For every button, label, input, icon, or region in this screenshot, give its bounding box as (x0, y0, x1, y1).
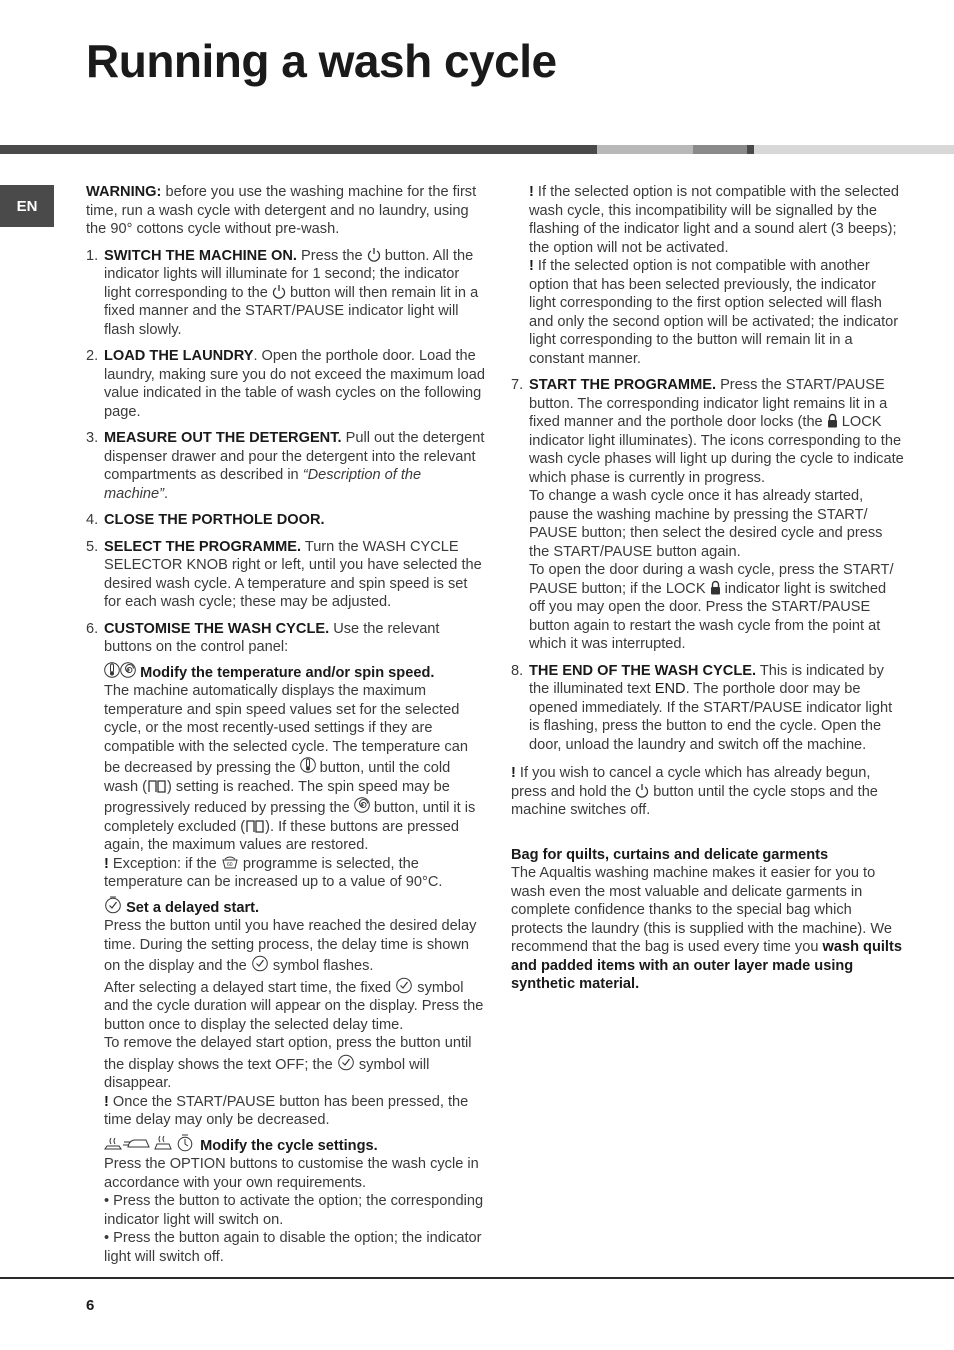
end-word: END (654, 681, 686, 697)
bag-section-text (511, 864, 906, 994)
step-number: 8. (511, 662, 524, 679)
header-bar-light (597, 145, 693, 154)
step-text: Press the (296, 247, 367, 264)
step-text: Turn the WASH CYCLE SELECTOR KNOB right or left, until you have selected the desired wash cycle. A temperature and spin speed is set for each wash cycle; these may be adjusted. (104, 538, 482, 610)
note-incompatible-cycle (511, 183, 906, 257)
temperature-heading: Modify the temperature and/or spin speed. (140, 664, 435, 681)
delay-heading: Set a delayed start. (126, 899, 260, 916)
step-heading: START THE PROGRAMME. (529, 377, 717, 393)
exclamation-icon: ! (511, 765, 516, 781)
temperature-text: button, until it is completely excluded ( (104, 800, 476, 835)
step-text: button will then remain lit in a fixed manner and the START/PAUSE indicator light will flash slowly. (104, 284, 479, 338)
bag-text-bold: wash quilts and padded items with an outer layer made using synthetic material. (511, 939, 902, 992)
cancel-text: button until the cycle stops and the machine switches off. (511, 783, 878, 818)
temperature-text: The machine automatically displays the maximum temperature and spin speed values set for the selected cycle, or the most recently-used settings if they are compatible with the selected cycle. The temperature can be decreased by pressing the (104, 683, 468, 776)
delay-text: After selecting a delayed start time, the fixed (104, 979, 396, 996)
clock-icon (395, 976, 413, 994)
header-bar-dark (0, 145, 597, 154)
step-number: 7. (511, 377, 524, 393)
svg-text:60: 60 (226, 861, 233, 868)
temperature-section (104, 661, 486, 892)
step-text: button. All the indicator lights will illuminate for 1 second; the indicator light corresponding to the (104, 247, 474, 301)
step-heading: SELECT THE PROGRAMME. (104, 538, 302, 555)
note-text: If the selected option is not compatible with the selected wash cycle, this incompatibility will be signalled by the flashing of the indicator light and a sound alert (3 beeps); the option will not be activated. (529, 184, 899, 256)
note-incompatible-option (511, 257, 906, 368)
exclamation-icon: ! (104, 1093, 109, 1110)
temperature-text: ). If these buttons are pressed again, the maximum values are restored. (104, 818, 460, 853)
step-heading: SWITCH THE MACHINE ON. (104, 247, 297, 264)
delay-text: symbol will disappear. (104, 1056, 430, 1091)
header-bar-end (754, 145, 954, 154)
options-text: • Press the button to activate the option; the corresponding indicator light will switch on. (104, 1193, 484, 1228)
option-icons (104, 1134, 196, 1152)
step-text: . (164, 485, 169, 502)
step-4 (86, 511, 486, 530)
bag-text: The Aqualtis washing machine makes it easier for you to wash even the most valuable and delicate garments in complete confidence thanks to the special bag which protects the laundry (this is supplied with the machine). We recommend that the bag is used every time you (511, 865, 892, 955)
header-bar-mid (693, 145, 747, 154)
delay-text: To remove the delayed start option, press the button until the display shows the text OFF; the (104, 1035, 472, 1073)
step-3 (86, 429, 486, 503)
options-section (104, 1134, 486, 1267)
clock-icon (251, 954, 269, 972)
cancel-note (511, 764, 906, 820)
step-text: LOCK indicator light illuminates). The icons corresponding to the wash cycle phases will light up during the cycle to indicate which phase is currently in progress. (529, 414, 904, 486)
lock-icon (827, 413, 838, 428)
step-text: This is indicated by the illuminated text (529, 662, 884, 697)
options-text: Press the OPTION buttons to customise the wash cycle in accordance with your own requirements. (104, 1156, 479, 1191)
step-text: indicator light is switched off you may open the door. Press the START/PAUSE button again to restart the wash cycle from the point at which it was interrupted. (529, 580, 887, 652)
exception-text: Exception: if the (108, 855, 221, 872)
step-text: Use the relevant buttons on the control panel: (104, 620, 440, 655)
step-number: 3. (86, 430, 99, 446)
power-icon (367, 247, 381, 262)
options-text: • Press the button again to disable the option; the indicator light will switch off. (104, 1230, 482, 1265)
exclamation-icon: ! (529, 184, 534, 200)
step-number: 4. (86, 512, 99, 528)
temperature-text: button, until the cold wash ( (104, 760, 451, 795)
cold-wash-icon (147, 778, 167, 793)
step-7 (511, 376, 906, 654)
wool-icon (221, 855, 239, 870)
options-heading: Modify the cycle settings. (200, 1137, 378, 1154)
language-tab: EN (0, 185, 54, 227)
power-icon (635, 783, 649, 798)
delay-note: Once the START/PAUSE button has been pressed, the time delay may only be decreased. (104, 1093, 469, 1128)
step-heading: CUSTOMISE THE WASH CYCLE. (104, 620, 330, 637)
step-number: 6. (86, 620, 99, 637)
step-text: Pull out the detergent dispenser drawer and pour the detergent into the relevant compartments as described in (104, 430, 485, 483)
step-1 (86, 247, 486, 340)
bag-section-title: Bag for quilts, curtains and delicate garments (511, 846, 829, 863)
exception-text: programme is selected, the temperature can be increased up to a value of 90°C. (104, 855, 443, 890)
step-heading: LOAD THE LAUNDRY (104, 348, 254, 364)
step-2 (86, 347, 486, 421)
step-heading: MEASURE OUT THE DETERGENT. (104, 430, 342, 446)
step-heading: THE END OF THE WASH CYCLE. (529, 662, 757, 679)
delay-section (104, 896, 486, 1130)
step-text: Press the START/PAUSE button. The corresponding indicator light remains lit in a fixed manner and the porthole door locks (the (529, 377, 888, 430)
step-6 (86, 620, 486, 1267)
spin-icon (354, 796, 370, 814)
warning-text: before you use the washing machine for the first time, run a wash cycle with detergent and no laundry, using the 90° cottons cycle without pre-wash. (86, 184, 477, 237)
temperature-text: ) setting is reached. The spin speed may be progressively reduced by pressing the (104, 778, 450, 816)
spin-off-icon (245, 818, 265, 833)
step-text: . Open the porthole door. Load the laundry, making sure you do not exceed the maximum load value indicated in the table of wash cycles on the following page. (104, 348, 485, 420)
note-text: If the selected option is not compatible with another option that has been selected previously, the indicator light corresponding to the first option selected will flash and only the second option will be activated; the indicator light corresponding to the button will remain lit in a constant manner. (529, 258, 899, 367)
step-number: 1. (86, 247, 99, 264)
delay-text: symbol and the cycle duration will appear on the display. Press the button once to display the selected delay time. (104, 979, 484, 1033)
thermometer-icon (300, 756, 316, 774)
delay-text: Press the button until you have reached the desired delay time. During the setting process, the delay time is shown on the display and the (104, 918, 477, 974)
spin-icon (120, 661, 136, 679)
exclamation-icon: ! (529, 258, 534, 274)
step-heading: CLOSE THE PORTHOLE DOOR. (104, 512, 325, 528)
step-number: 5. (86, 538, 99, 555)
cancel-text: If you wish to cancel a cycle which has already begun, press and hold the (511, 765, 871, 800)
exclamation-icon: ! (104, 855, 109, 872)
step-8 (511, 662, 906, 755)
warning-label: WARNING: (86, 184, 162, 200)
step-number: 2. (86, 348, 99, 364)
step-reference: “Description of the machine” (104, 467, 422, 502)
step-text: To open the door during a wash cycle, press the START/ PAUSE button; if the LOCK (529, 562, 894, 597)
step-text: To change a wash cycle once it has already started, pause the washing machine by pressing the START/ PAUSE button; then select the desired cycle and press the START/PAUSE button again. (529, 488, 883, 560)
right-column (511, 183, 906, 994)
step-text: . The porthole door may be opened immediately. If the START/PAUSE indicator light is flashing, press the button to end the cycle. Open the door, unload the laundry and switch off the machine. (529, 681, 893, 753)
header-bar-accent (747, 145, 754, 154)
footer-rule (0, 1277, 954, 1279)
page-title: Running a wash cycle (86, 35, 557, 87)
step-5 (86, 538, 486, 612)
thermometer-icon (104, 661, 120, 679)
power-icon (272, 284, 286, 299)
clock-icon (104, 896, 122, 914)
delay-text: symbol flashes. (268, 958, 374, 974)
left-column (86, 183, 486, 1266)
clock-icon (337, 1053, 355, 1071)
page-number: 6 (86, 1297, 95, 1314)
lock-icon (710, 580, 721, 595)
warning-paragraph (86, 183, 486, 239)
